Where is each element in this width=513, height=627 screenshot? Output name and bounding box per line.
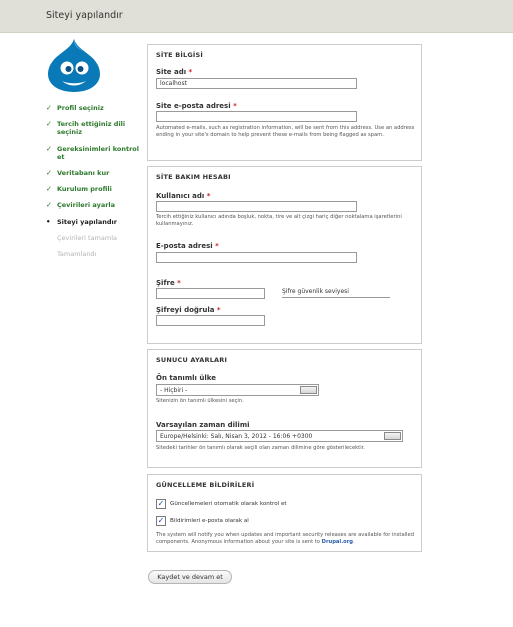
server-legend: SUNUCU AYARLARI bbox=[156, 356, 228, 364]
password-label: Şifre * bbox=[156, 279, 181, 287]
timezone-label: Varsayılan zaman dilimi bbox=[156, 421, 250, 429]
timezone-selected-value: Europe/Helsinki: Salı, Nisan 3, 2012 - 16:06 +0300 bbox=[160, 433, 313, 440]
save-and-continue-button[interactable]: Kaydet ve devam et bbox=[148, 570, 232, 584]
dropdown-button-icon bbox=[384, 432, 401, 440]
install-step-label: Çevirileri ayarla bbox=[57, 201, 116, 210]
username-input[interactable] bbox=[156, 201, 357, 212]
page-title: Siteyi yapılandır bbox=[46, 10, 123, 21]
check-icon: ✓ bbox=[46, 144, 52, 153]
site-name-label: Site adı * bbox=[156, 68, 193, 76]
check-icon: ✓ bbox=[46, 201, 52, 210]
page-header bbox=[0, 0, 513, 33]
server-settings-fieldset bbox=[147, 349, 422, 468]
site-info-legend: SİTE BİLGİSİ bbox=[156, 51, 204, 59]
username-description: Tercih ettiğiniz kullanıcı adında boşluk, nokta, tire ve alt çizgi hariç diğer noktalama işaretlerini kullanmayınız. bbox=[156, 214, 402, 227]
check-icon: ✓ bbox=[46, 120, 52, 129]
drupal-org-link[interactable]: Drupal.org bbox=[321, 538, 353, 545]
site-email-description: Automated e-mails, such as registration information, will be sent from this address. Use an address ending in your site's domain to help prevent these e-mails from being flagged as spam. bbox=[156, 125, 415, 138]
bullet-icon: • bbox=[46, 217, 51, 226]
email-notifications-checkbox[interactable]: ✓ bbox=[157, 516, 165, 525]
email-notifications-label: Bildirimleri e-posta olarak al bbox=[170, 518, 249, 524]
country-description: Sitenizin ön tanımlı ülkesini seçin. bbox=[156, 398, 244, 404]
email-label: E-posta adresi * bbox=[156, 242, 219, 250]
updates-description: The system will notify you when updates and important security releases are available for installed components. Anonymous information about your site is sent to Drupal.org. bbox=[156, 532, 414, 545]
country-label: Ön tanımlı ülke bbox=[156, 374, 216, 382]
install-step bbox=[46, 218, 144, 226]
install-step bbox=[46, 104, 144, 112]
timezone-description: Sitedeki tarihler ön tanımlı olarak seçili olan zaman dilimine göre gösterilecektir. bbox=[156, 445, 365, 451]
email-input[interactable] bbox=[156, 252, 357, 263]
maintenance-account-fieldset bbox=[147, 166, 422, 344]
password-strength-label: Şifre güvenlik seviyesi bbox=[282, 288, 349, 295]
install-step bbox=[46, 169, 144, 177]
confirm-password-input[interactable] bbox=[156, 315, 265, 326]
check-icon: ✓ bbox=[46, 169, 52, 178]
install-step bbox=[46, 145, 144, 161]
account-legend: SİTE BAKIM HESABI bbox=[156, 173, 231, 181]
dropdown-button-icon bbox=[300, 386, 317, 394]
install-step-label: Gereksinimleri kontrol et bbox=[57, 144, 139, 161]
install-step-label: Tamamlandı bbox=[57, 250, 97, 259]
update-notifications-fieldset bbox=[147, 474, 422, 552]
check-icon: ✓ bbox=[46, 185, 52, 194]
auto-check-updates-label: Güncellemeleri otomatik olarak kontrol et bbox=[170, 501, 287, 507]
install-step-label: Siteyi yapılandır bbox=[57, 217, 117, 226]
install-step-label: Çevirileri tamamla bbox=[57, 233, 117, 242]
install-step bbox=[46, 250, 144, 258]
password-input[interactable] bbox=[156, 288, 265, 299]
check-icon: ✓ bbox=[46, 104, 52, 112]
site-email-input[interactable] bbox=[156, 111, 357, 122]
install-step bbox=[46, 120, 144, 136]
confirm-password-label: Şifreyi doğrula * bbox=[156, 306, 221, 314]
auto-check-updates-checkbox[interactable]: ✓ bbox=[157, 499, 165, 508]
timezone-select[interactable] bbox=[156, 430, 403, 442]
install-step bbox=[46, 185, 144, 193]
install-step-label: Kurulum profili bbox=[57, 185, 112, 194]
updates-legend: GÜNCELLEME BİLDİRİLERİ bbox=[156, 481, 255, 489]
country-select[interactable] bbox=[156, 384, 319, 396]
install-step-label: Veritabanı kur bbox=[57, 169, 110, 178]
drupal-logo-icon bbox=[45, 37, 103, 93]
username-label: Kullanıcı adı * bbox=[156, 192, 211, 200]
install-step bbox=[46, 234, 144, 242]
country-selected-value: - Hiçbiri - bbox=[160, 387, 188, 394]
install-step bbox=[46, 201, 144, 209]
install-step-label: Profil seçiniz bbox=[57, 104, 104, 112]
site-name-input[interactable]: localhost bbox=[156, 78, 357, 89]
password-strength-bar bbox=[282, 297, 390, 298]
install-step-label: Tercih ettiğiniz dili seçiniz bbox=[57, 120, 126, 137]
site-info-fieldset bbox=[147, 44, 422, 161]
site-email-label: Site e-posta adresi * bbox=[156, 102, 237, 110]
install-steps bbox=[46, 104, 144, 266]
